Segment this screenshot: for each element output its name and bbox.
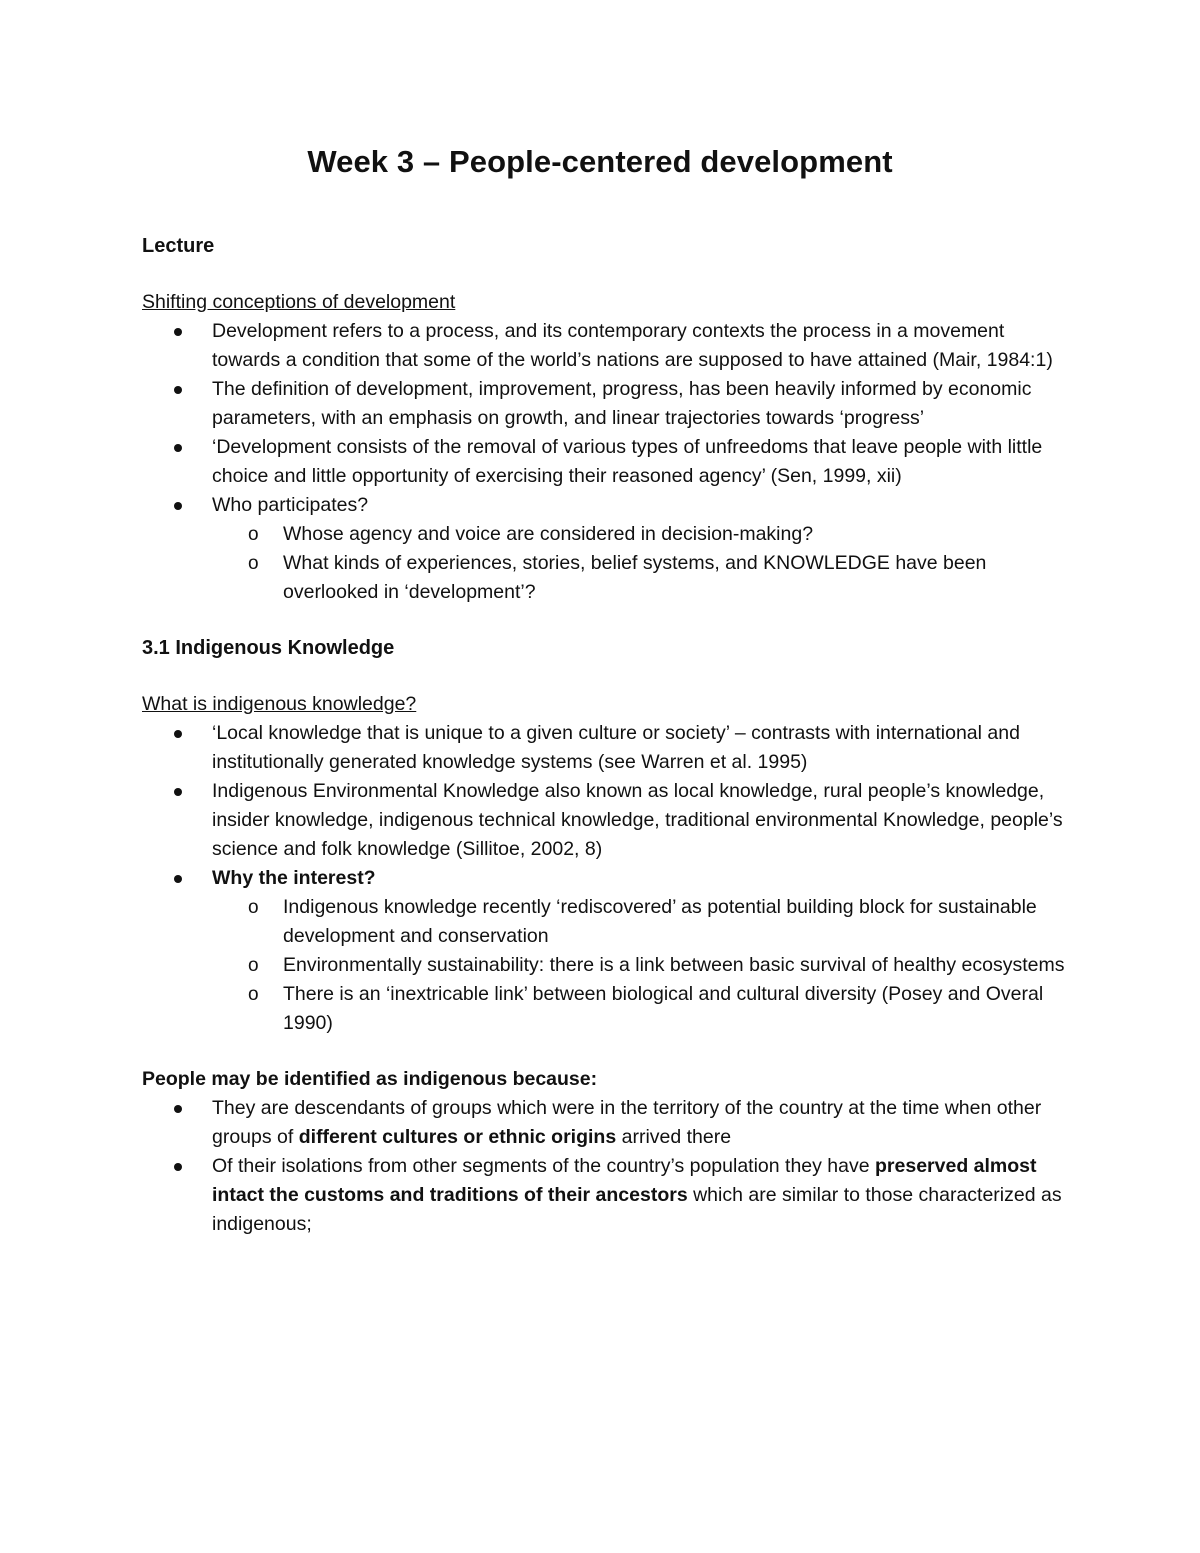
- list-item: ‘Development consists of the removal of various types of unfreedoms that leave people with little choice and little opportunity of exercising their reasoned agency’ (Sen, 1999, xii): [142, 433, 1072, 491]
- bullet-icon: [174, 444, 182, 452]
- bullet-list-shifting: [142, 317, 1072, 607]
- list-item: Of their isolations from other segments of the country’s population they have preserved almost intact the customs and traditions of their ancestors which are similar to those characterized as indigenous;: [142, 1152, 1072, 1239]
- bullet-icon: [174, 328, 182, 336]
- sub-list-item: o Environmentally sustainability: there is a link between basic survival of healthy ecosystems: [212, 951, 1072, 980]
- list-item: Who participates? o Whose agency and voice are considered in decision-making? o What kinds of experiences, stories, belief systems, and KNOWLEDGE have been overlooked in ‘development’?: [142, 491, 1072, 607]
- sub-list-item: o There is an ‘inextricable link’ between biological and cultural diversity (Posey and Overal 1990): [212, 980, 1072, 1038]
- lecture-heading: Lecture: [142, 235, 215, 257]
- page-title: Week 3 – People-centered development: [307, 144, 893, 179]
- bullet-icon: [174, 1163, 182, 1171]
- list-item: ‘Local knowledge that is unique to a given culture or society’ – contrasts with international and institutionally generated knowledge systems (see Warren et al. 1995): [142, 719, 1072, 777]
- section-subheading-shifting: Shifting conceptions of development: [142, 291, 456, 313]
- sub-list-interest: [212, 893, 1072, 1038]
- section-heading-indigenous-knowledge: 3.1 Indigenous Knowledge: [142, 637, 395, 659]
- list-item: Indigenous Environmental Knowledge also known as local knowledge, rural people’s knowledge, insider knowledge, indigenous technical knowledge, traditional environmental Knowledge, people’s science and folk knowledge (Sillitoe, 2002, 8): [142, 777, 1072, 864]
- bullet-icon: [174, 1105, 182, 1113]
- bullet-icon: [174, 502, 182, 510]
- sub-list-item: o Indigenous knowledge recently ‘rediscovered’ as potential building block for sustainable development and conservation: [212, 893, 1072, 951]
- section-heading-identified: People may be identified as indigenous because:: [142, 1068, 598, 1090]
- section-subheading-what-is: What is indigenous knowledge?: [142, 693, 417, 715]
- circle-bullet-icon: o: [248, 955, 259, 976]
- document-body: [142, 232, 1072, 1239]
- sub-list-participates: [212, 520, 1072, 607]
- sub-list-item: o What kinds of experiences, stories, belief systems, and KNOWLEDGE have been overlooked in ‘development’?: [212, 549, 1072, 607]
- list-item: Why the interest? o Indigenous knowledge recently ‘rediscovered’ as potential building block for sustainable development and conservation o Environmentally sustainability: there is a link between basic survival of healthy ecosystems o There is an ‘inextricable link’ between biological and cultural diversity (Posey and Overal 1990): [142, 864, 1072, 1038]
- sub-list-item: o Whose agency and voice are considered in decision-making?: [212, 520, 1072, 549]
- bullet-list-identified: [142, 1094, 1072, 1239]
- circle-bullet-icon: o: [248, 553, 259, 574]
- circle-bullet-icon: o: [248, 524, 259, 545]
- bullet-icon: [174, 788, 182, 796]
- bullet-icon: [174, 730, 182, 738]
- bullet-list-indigenous: [142, 719, 1072, 1038]
- list-item: Development refers to a process, and its contemporary contexts the process in a movement towards a condition that some of the world’s nations are supposed to have attained (Mair, 1984:1): [142, 317, 1072, 375]
- circle-bullet-icon: o: [248, 984, 259, 1005]
- circle-bullet-icon: o: [248, 897, 259, 918]
- bullet-icon: [174, 386, 182, 394]
- list-item: They are descendants of groups which were in the territory of the country at the time when other groups of different cultures or ethnic origins arrived there: [142, 1094, 1072, 1152]
- list-item: The definition of development, improvement, progress, has been heavily informed by economic parameters, with an emphasis on growth, and linear trajectories towards ‘progress’: [142, 375, 1072, 433]
- bullet-icon: [174, 875, 182, 883]
